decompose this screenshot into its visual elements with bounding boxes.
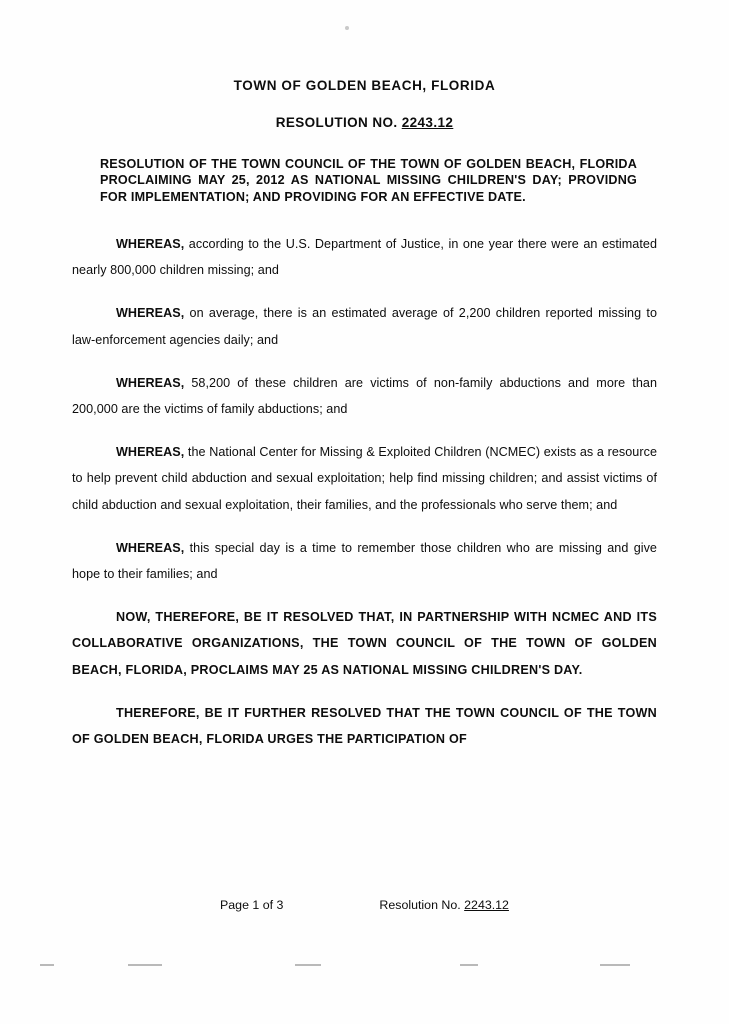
whereas-lead-1: WHEREAS, (116, 237, 185, 252)
whereas-paragraph-5 (72, 535, 657, 587)
page-footer (72, 898, 657, 912)
resolution-heading (72, 115, 657, 130)
resolved-paragraph-2: THEREFORE, BE IT FURTHER RESOLVED THAT THE TOWN COUNCIL OF THE TOWN OF GOLDEN BEACH, FLORIDA URGES THE PARTICIPATION OF (72, 705, 657, 746)
whereas-text-4: the National Center for Missing & Exploited Children (NCMEC) exists as a resource to help prevent child abduction and sexual exploitation; help find missing children; and assist victims of child abduction and sexual exploitation, their families, and the professionals who serve them; and (72, 445, 657, 512)
footer-resolution-ref (379, 898, 509, 912)
whereas-paragraph-3 (72, 370, 657, 422)
whereas-text-5: this special day is a time to remember those children who are missing and give hope to their families; and (72, 540, 657, 581)
page-number: Page 1 of 3 (220, 898, 284, 912)
whereas-lead-3: WHEREAS, (116, 375, 185, 390)
page-title: TOWN OF GOLDEN BEACH, FLORIDA (233, 78, 496, 93)
resolution-caption: RESOLUTION OF THE TOWN COUNCIL OF THE TOWN OF GOLDEN BEACH, FLORIDA PROCLAIMING MAY 25, 2012 AS NATIONAL MISSING CHILDREN'S DAY; PROVIDNG FOR IMPLEMENTATION; AND PROVIDING FOR AN EFFECTIVE DATE. (100, 157, 637, 204)
footer-resolution-label: Resolution No. (379, 898, 461, 912)
title-block (72, 78, 657, 130)
resolved-paragraph-1: NOW, THEREFORE, BE IT RESOLVED THAT, IN PARTNERSHIP WITH NCMEC AND ITS COLLABORATIVE ORGANIZATIONS, THE TOWN COUNCIL OF THE TOWN OF GOLDEN BEACH, FLORIDA, PROCLAIMS MAY 25 AS NATIONAL MISSING CHILDREN'S DAY. (72, 610, 657, 677)
whereas-lead-4: WHEREAS, (116, 445, 185, 460)
scan-speck (345, 26, 349, 30)
whereas-text-1: according to the U.S. Department of Justice, in one year there were an estimated nearly 800,000 children missing; and (72, 237, 657, 278)
footer-resolution-number: 2243.12 (464, 898, 509, 912)
whereas-lead-2: WHEREAS, (116, 306, 185, 321)
whereas-paragraph-2 (72, 300, 657, 352)
whereas-text-3: 58,200 of these children are victims of non-family abductions and more than 200,000 are the victims of family abductions; and (72, 375, 657, 417)
whereas-text-2: on average, there is an estimated average of 2,200 children reported missing to law-enforcement agencies daily; and (72, 306, 657, 347)
document-body (72, 78, 657, 769)
whereas-lead-5: WHEREAS, (116, 540, 185, 555)
resolution-label: RESOLUTION NO. (275, 115, 398, 130)
whereas-paragraph-4 (72, 439, 657, 518)
scan-edge-marks (40, 962, 700, 968)
whereas-paragraph-1 (72, 231, 657, 283)
resolution-number: 2243.12 (401, 115, 454, 130)
